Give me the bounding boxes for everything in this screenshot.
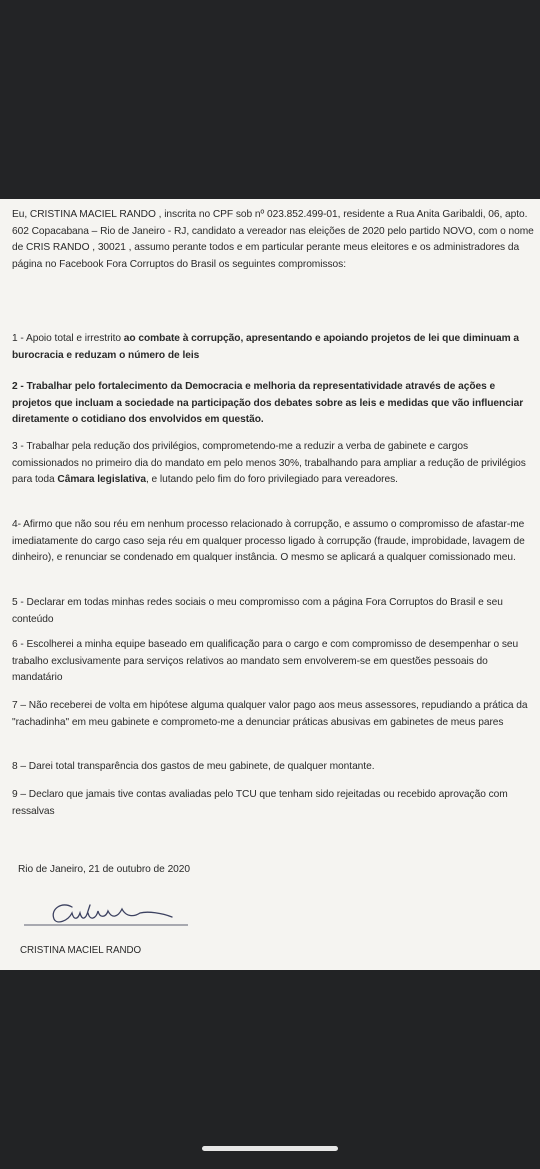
commitment-item-7 — [12, 698, 534, 731]
document-page — [0, 199, 540, 970]
item-text-end: , e lutando pelo fim do foro privilegiado para vereadores. — [145, 474, 398, 486]
item-bold-text: 2 - Trabalhar pelo fortalecimento da Democracia e melhoria da representatividade através de ações e projetos que incluam a sociedade na participação dos debates sobre as leis e medidas que vão influenciar diretamente o cotidiano dos envolvidos em questão. — [12, 381, 524, 426]
item-text: 1 - Apoio total e irrestrito — [12, 333, 124, 344]
item-bold-text: Câmara legislativa — [57, 474, 146, 486]
commitment-item-8 — [12, 759, 534, 776]
commitment-item-1 — [12, 331, 534, 364]
date-line: Rio de Janeiro, 21 de outubro de 2020 — [18, 864, 191, 875]
commitment-item-6 — [12, 637, 534, 687]
signer-name: CRISTINA MACIEL RANDO — [20, 945, 142, 956]
item-bold-text: ao combate à corrupção, apresentando e apoiando projetos de lei que diminuam a burocracia e reduzam o número de leis — [12, 333, 519, 361]
item-text: 6 - Escolherei a minha equipe baseado em qualificação para o cargo e com compromisso de desempenhar o seu trabalho exclusivamente para serviços relativos ao mandato sem envolverem-se em questões pessoais do mandatário — [12, 639, 519, 684]
item-text: 4- Afirmo que não sou réu em nenhum processo relacionado à corrupção, e assumo o compromisso de afastar-me imediatamente do cargo caso seja réu em qualquer processo ligado à corrupção (fraude, improbidade, lavagem de dinheiro), e renunciar se condenado em qualquer instância. O mesmo se aplicará a qualquer comissionado meu. — [12, 519, 525, 564]
commitment-item-5 — [12, 595, 534, 628]
commitment-item-2 — [12, 379, 534, 429]
item-text: 8 – Darei total transparência dos gastos de meu gabinete, de qualquer montante. — [12, 761, 375, 772]
handwritten-signature — [22, 895, 192, 931]
item-text: 7 – Não receberei de volta em hipótese alguma qualquer valor pago aos meus assessores, repudiando a prática da "rachadinha" em meu gabinete e comprometo-me a denunciar práticas abusivas em gabinetes de meus pares — [12, 700, 528, 728]
commitment-item-9 — [12, 787, 534, 820]
item-text: 3 - Trabalhar pela redução dos privilégios, comprometendo-me a reduzir a verba de gabinete e cargos comissionados no primeiro dia do mandato em pelo menos 30%, trabalhando para ampliar a redução de privilégios para toda — [12, 441, 526, 486]
item-text: 9 – Declaro que jamais tive contas avaliadas pelo TCU que tenham sido rejeitadas ou recebido aprovação com ressalvas — [12, 789, 508, 817]
commitment-item-4 — [12, 517, 534, 567]
intro-paragraph: Eu, CRISTINA MACIEL RANDO , inscrita no CPF sob nº 023.852.499-01, residente a Rua Anita Garibaldi, 06, apto. 602 Copacabana – Rio de Janeiro - RJ, candidato a vereador nas eleições de 2020 pelo partido NOVO, com o nome de CRIS RANDO , 30021 , assumo perante todos e em particular perante meus eleitores e os administradores da página no Facebook Fora Corruptos do Brasil os seguintes compromissos: — [12, 209, 534, 270]
item-text: 5 - Declarar em todas minhas redes sociais o meu compromisso com a página Fora Corruptos do Brasil e seu conteúdo — [12, 597, 503, 625]
home-indicator[interactable] — [202, 1146, 338, 1151]
commitment-item-3 — [12, 439, 534, 489]
top-dark-bar — [0, 0, 540, 199]
bottom-dark-bar — [0, 970, 540, 1169]
